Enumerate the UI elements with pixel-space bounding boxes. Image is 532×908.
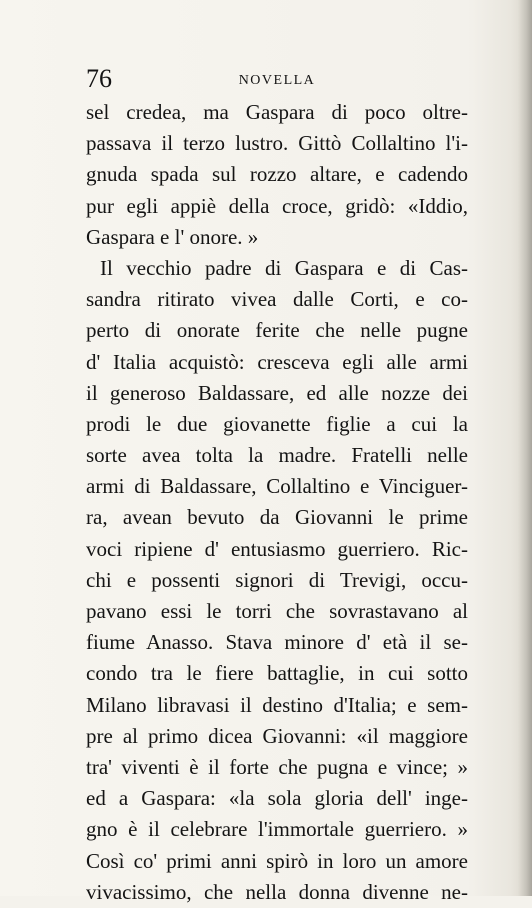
text-line: Così co' primi anni spirò in loro un amore (86, 848, 468, 873)
text-line: pavano essi le torri che sovrastavano al (86, 599, 468, 623)
text-line: sel credea, ma Gaspara di poco oltre- (86, 100, 468, 124)
page-number: 76 (86, 64, 112, 93)
text-line: gno è il celebrare l'immortale guerriero. » (86, 817, 468, 842)
text-line: ra, avean bevuto da Giovanni le prime (86, 505, 468, 530)
text-line: fiume Anasso. Stava minore d' età il se- (86, 630, 468, 655)
text-line: passava il terzo lustro. Gittò Collaltino l'i- (86, 131, 468, 156)
text-line: prodi le due giovanette figlie a cui la (86, 411, 468, 436)
text-line: sorte avea tolta la madre. Fratelli nelle (86, 443, 468, 468)
text-line: Milano libravasi il destino d'Italia; e sem- (86, 692, 468, 717)
text-line: sandra ritirato vivea dalle Corti, e co- (86, 287, 468, 312)
text-line: perto di onorate ferite che nelle pugne (86, 318, 468, 343)
text-line: chi e possenti signori di Trevigi, occu- (86, 567, 468, 592)
text-line: Gaspara e l' onore. » (86, 224, 259, 249)
text-line: tra' viventi è il forte che pugna e vince; » (86, 754, 468, 779)
text-line: voci ripiene d' entusiasmo guerriero. Ric- (86, 536, 468, 561)
text-line: pre al primo dicea Giovanni: «il maggiore (86, 723, 468, 748)
text-line: il generoso Baldassare, ed alle nozze dei (86, 380, 468, 405)
running-title: NOVELLA (238, 73, 316, 88)
text-line: pur egli appiè della croce, gridò: «Iddio, (86, 193, 468, 218)
text-line: ed a Gaspara: «la sola gloria dell' inge- (86, 786, 468, 811)
text-line: vivacissimo, che nella donna divenne ne- (86, 879, 468, 904)
text-line: gnuda spada sul rozzo altare, e cadendo (86, 162, 468, 187)
text-line: Il vecchio padre di Gaspara e di Cas- (100, 255, 468, 280)
text-line: condo tra le fiere battaglie, in cui sotto (86, 661, 468, 686)
body-text (86, 97, 468, 908)
running-head (86, 62, 468, 96)
text-line: d' Italia acquistò: cresceva egli alle armi (86, 349, 468, 374)
page-binding-shadow (518, 0, 532, 896)
text-line: armi di Baldassare, Collaltino e Vinciguer- (86, 474, 468, 499)
